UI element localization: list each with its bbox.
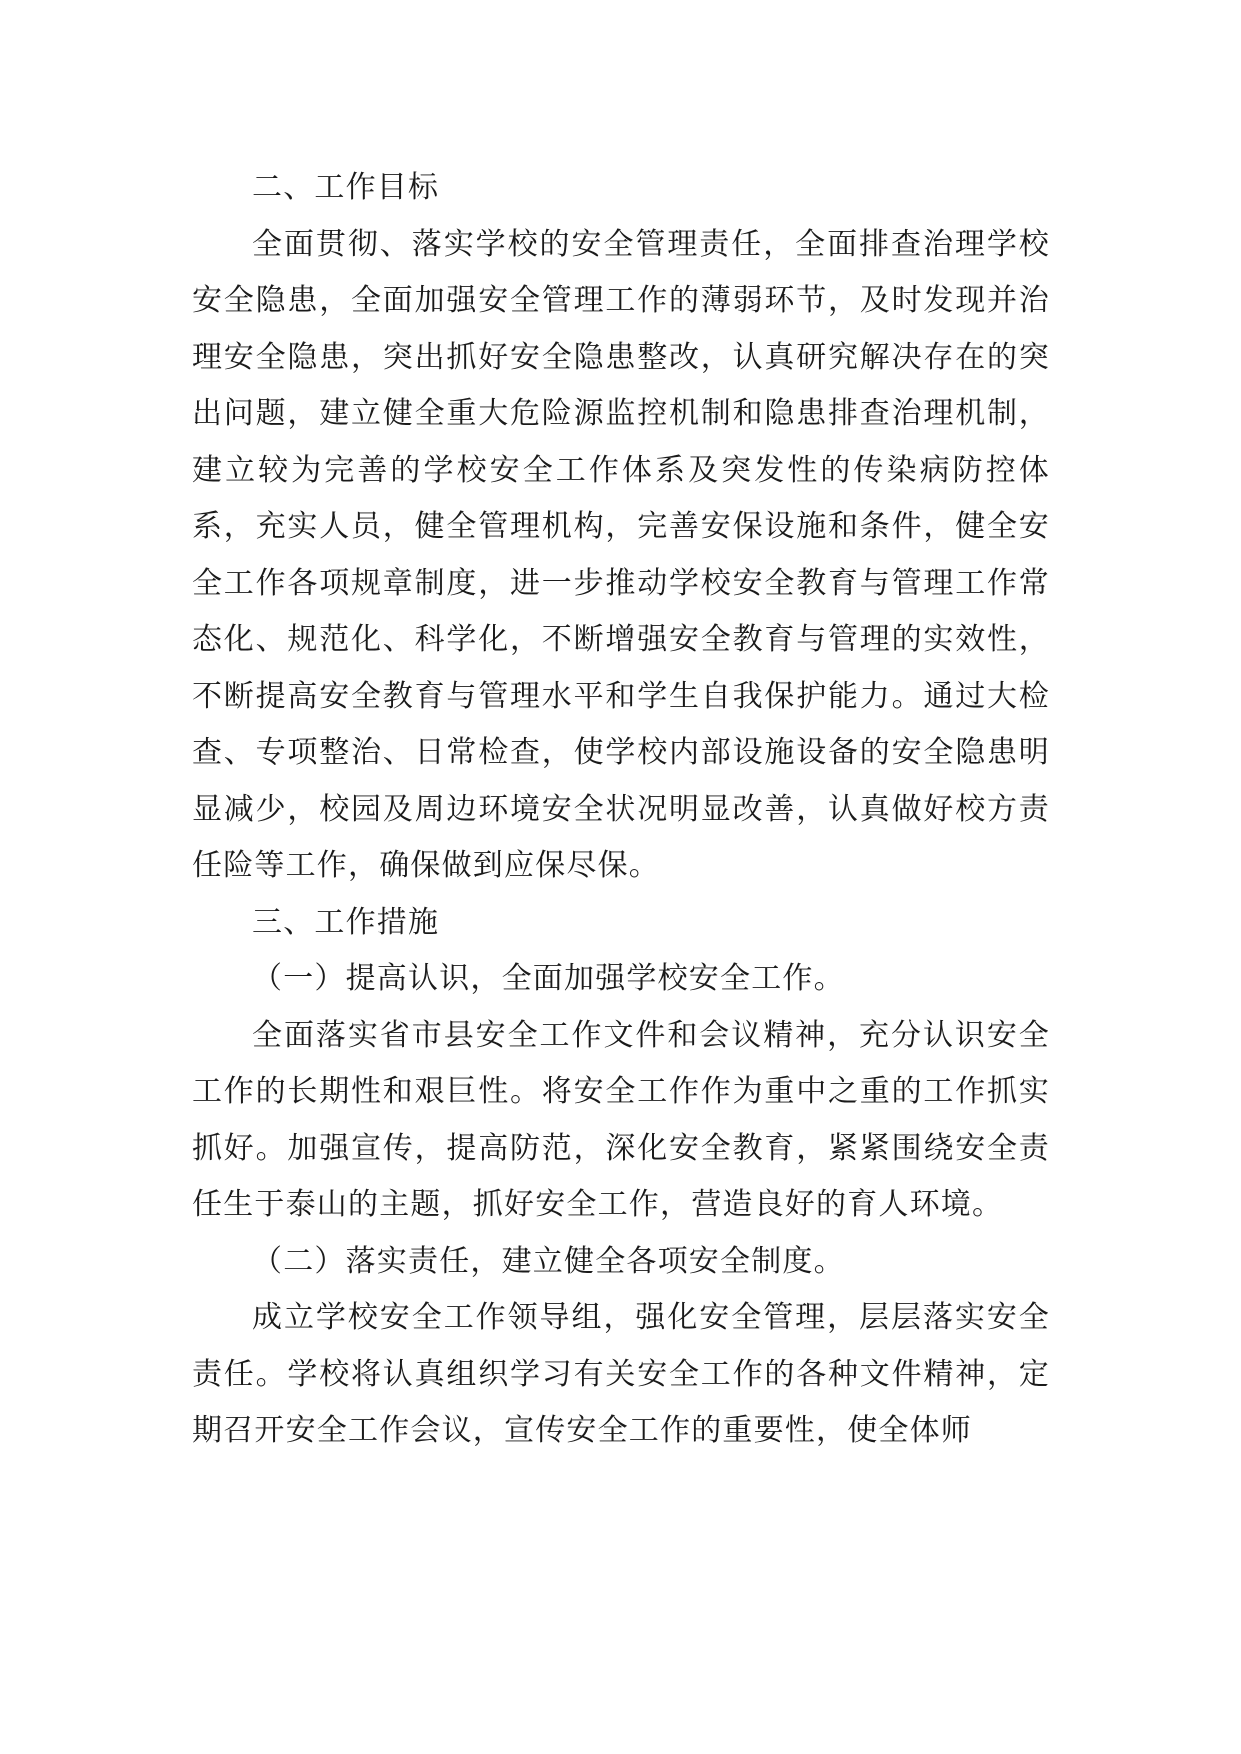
subsection-heading-1: （一）提高认识，全面加强学校安全工作。 (252, 961, 845, 996)
document-body (192, 160, 1050, 1460)
paragraph-measure-2: 成立学校安全工作领导组，强化安全管理，层层落实安全责任。学校将认真组织学习有关安全工作的各种文件精神，定期召开安全工作会议，宣传安全工作的重要性，使全体师 (192, 1300, 1050, 1448)
paragraph-measure-1: 全面落实省市县安全工作文件和会议精神，充分认识安全工作的长期性和艰巨性。将安全工作作为重中之重的工作抓实抓好。加强宣传，提高防范，深化安全教育，紧紧围绕安全责任生于泰山的主题，抓好安全工作，营造良好的育人环境。 (192, 1017, 1050, 1222)
section-heading-work-measures: 三、工作措施 (252, 904, 440, 940)
subsection-heading-2: （二）落实责任，建立健全各项安全制度。 (252, 1243, 845, 1279)
paragraph-work-goals: 全面贯彻、落实学校的安全管理责任，全面排查治理学校安全隐患，全面加强安全管理工作的薄弱环节，及时发现并治理安全隐患，突出抓好安全隐患整改，认真研究解决存在的突出问题，建立健全重大危险源监控机制和隐患排查治理机制，建立较为完善的学校安全工作体系及突发性的传染病防控体系，充实人员，健全管理机构，完善安保设施和条件，健全安全工作各项规章制度，进一步推动学校安全教育与管理工作常态化、规范化、科学化，不断增强安全教育与管理的实效性，不断提高安全教育与管理水平和学生自我保护能力。通过大检查、专项整治、日常检查，使学校内部设施设备的安全隐患明显减少，校园及周边环境安全状况明显改善，认真做好校方责任险等工作，确保做到应保尽保。 (192, 226, 1050, 883)
section-heading-work-goals: 二、工作目标 (252, 170, 440, 205)
